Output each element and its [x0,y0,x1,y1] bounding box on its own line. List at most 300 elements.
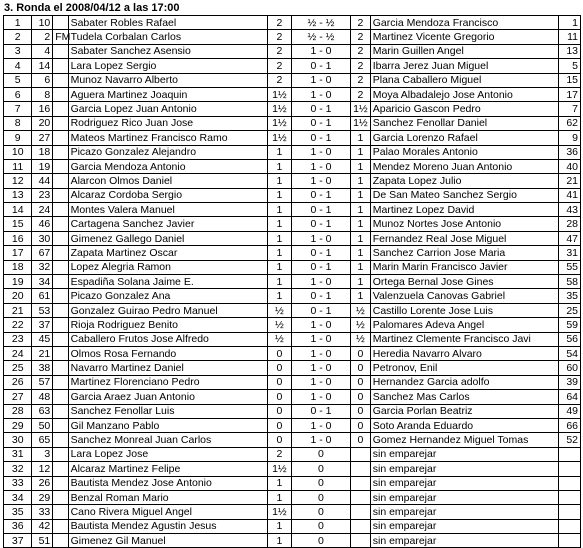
result: 0 - 1 [291,188,350,202]
result: 1 - 0 [291,44,350,58]
white-player: Lara Lopez Sergio [68,59,267,73]
white-start-number: 18 [32,145,53,159]
white-title [53,246,68,260]
white-points: 1 [267,246,291,260]
black-points: 1 [351,131,371,145]
result: 0 - 1 [291,289,350,303]
board-number: 16 [4,231,32,245]
board-number: 29 [4,418,32,432]
black-player: Valenzuela Canovas Gabriel [370,289,558,303]
white-start-number: 8 [32,87,53,101]
white-points: 1 [267,145,291,159]
table-row [4,519,581,533]
black-points: 2 [351,16,371,30]
black-start-number: 13 [559,44,581,58]
white-player: Picazo Gonzalez Alejandro [68,145,267,159]
white-start-number: 12 [32,462,53,476]
result: 0 - 1 [291,404,350,418]
white-start-number: 50 [32,418,53,432]
board-number: 25 [4,361,32,375]
black-points: 2 [351,87,371,101]
black-player: Garcia Mendoza Francisco [370,16,558,30]
black-start-number: 64 [559,390,581,404]
table-row [4,534,581,548]
black-points: 1 [351,217,371,231]
result: 1 - 0 [291,418,350,432]
black-points: 1 [351,231,371,245]
table-row [4,490,581,504]
black-player: Garcia Lorenzo Rafael [370,131,558,145]
result: 1 - 0 [291,174,350,188]
white-title [53,102,68,116]
table-row [4,303,581,317]
black-points: 1½ [351,116,371,130]
white-player: Aguera Martinez Joaquin [68,87,267,101]
white-title [53,519,68,533]
white-points: 1 [267,534,291,548]
white-player: Zapata Martinez Oscar [68,246,267,260]
black-start-number: 15 [559,73,581,87]
black-points: 2 [351,73,371,87]
black-points [351,505,371,519]
white-title [53,404,68,418]
white-player: Garcia Araez Juan Antonio [68,390,267,404]
result: 0 [291,505,350,519]
white-title: FM [53,30,68,44]
board-number: 28 [4,404,32,418]
white-title [53,159,68,173]
board-number: 11 [4,159,32,173]
black-start-number: 58 [559,275,581,289]
board-number: 7 [4,102,32,116]
white-start-number: 2 [32,30,53,44]
pairings-table [3,15,581,548]
result: 0 - 1 [291,203,350,217]
white-title [53,188,68,202]
table-row [4,30,581,44]
white-player: Martinez Florenciano Pedro [68,375,267,389]
white-points: 0 [267,404,291,418]
white-title [53,203,68,217]
black-player: sin emparejar [370,534,558,548]
white-player: Montes Valera Manuel [68,203,267,217]
table-row [4,87,581,101]
table-row [4,390,581,404]
black-points: 1 [351,246,371,260]
result: 1 - 0 [291,318,350,332]
result: 0 - 1 [291,116,350,130]
board-number: 27 [4,390,32,404]
white-points: ½ [267,303,291,317]
table-row [4,73,581,87]
board-number: 26 [4,375,32,389]
white-start-number: 24 [32,203,53,217]
black-player: Gomez Hernandez Miguel Tomas [370,433,558,447]
white-player: Mateos Martinez Francisco Ramo [68,131,267,145]
black-points: 1 [351,174,371,188]
black-player: Aparicio Gascon Pedro [370,102,558,116]
white-title [53,217,68,231]
white-start-number: 20 [32,116,53,130]
white-start-number: 57 [32,375,53,389]
white-title [53,260,68,274]
white-points: ½ [267,332,291,346]
white-start-number: 65 [32,433,53,447]
result: 0 [291,447,350,461]
table-row [4,159,581,173]
black-player: Soto Aranda Eduardo [370,418,558,432]
white-title [53,318,68,332]
black-player: Ortega Bernal Jose Gines [370,275,558,289]
white-points: 0 [267,361,291,375]
black-player: Palomares Adeva Angel [370,318,558,332]
black-start-number: 28 [559,217,581,231]
table-row [4,116,581,130]
white-title [53,174,68,188]
white-points: 2 [267,73,291,87]
black-start-number: 41 [559,188,581,202]
white-points: 1 [267,231,291,245]
black-player: Zapata Lopez Julio [370,174,558,188]
result: 0 - 1 [291,59,350,73]
black-start-number: 43 [559,203,581,217]
table-row [4,462,581,476]
white-start-number: 29 [32,490,53,504]
table-row [4,188,581,202]
white-start-number: 27 [32,131,53,145]
black-player: sin emparejar [370,462,558,476]
white-start-number: 46 [32,217,53,231]
black-points [351,447,371,461]
white-player: Navarro Martinez Daniel [68,361,267,375]
white-player: Alcaraz Martinez Felipe [68,462,267,476]
white-points: 1½ [267,462,291,476]
white-start-number: 14 [32,59,53,73]
white-player: Bautista Mendez Jose Antonio [68,476,267,490]
black-start-number: 31 [559,246,581,260]
white-start-number: 45 [32,332,53,346]
black-player: Marin Guillen Angel [370,44,558,58]
board-number: 37 [4,534,32,548]
black-points: 0 [351,418,371,432]
black-start-number: 49 [559,404,581,418]
white-title [53,332,68,346]
white-points: 2 [267,59,291,73]
white-start-number: 16 [32,102,53,116]
board-number: 4 [4,59,32,73]
white-title [53,87,68,101]
white-player: Cartagena Sanchez Javier [68,217,267,231]
black-player: Heredia Navarro Alvaro [370,346,558,360]
table-row [4,131,581,145]
white-player: Tudela Corbalan Carlos [68,30,267,44]
black-start-number: 39 [559,375,581,389]
board-number: 6 [4,87,32,101]
table-row [4,16,581,30]
table-row [4,275,581,289]
table-row [4,418,581,432]
table-row [4,174,581,188]
white-title [53,375,68,389]
black-start-number: 25 [559,303,581,317]
table-row [4,102,581,116]
black-player: Moya Albadalejo Jose Antonio [370,87,558,101]
result: 0 - 1 [291,131,350,145]
black-points [351,476,371,490]
black-start-number: 66 [559,418,581,432]
result: 0 - 1 [291,217,350,231]
white-title [53,476,68,490]
black-start-number: 47 [559,231,581,245]
white-points: 1½ [267,87,291,101]
white-player: Olmos Rosa Fernando [68,346,267,360]
black-points: ½ [351,332,371,346]
black-start-number [559,505,581,519]
result: 1 - 0 [291,433,350,447]
black-points: 0 [351,433,371,447]
table-row [4,217,581,231]
white-start-number: 10 [32,16,53,30]
white-points: 1½ [267,116,291,130]
white-start-number: 32 [32,260,53,274]
black-points: 1 [351,275,371,289]
black-player: Sanchez Carrion Jose Maria [370,246,558,260]
black-points [351,534,371,548]
white-points: 1 [267,289,291,303]
black-start-number: 55 [559,260,581,274]
white-points: 1 [267,519,291,533]
board-number: 31 [4,447,32,461]
board-number: 15 [4,217,32,231]
white-points: 1 [267,203,291,217]
white-start-number: 34 [32,275,53,289]
white-player: Cano Rivera Miguel Angel [68,505,267,519]
board-number: 17 [4,246,32,260]
white-points: 1½ [267,505,291,519]
result: 1 - 0 [291,231,350,245]
black-points: 0 [351,404,371,418]
white-points: 1 [267,217,291,231]
result: 0 [291,490,350,504]
white-player: Gonzalez Guirao Pedro Manuel [68,303,267,317]
white-start-number: 6 [32,73,53,87]
white-title [53,275,68,289]
board-number: 34 [4,490,32,504]
white-player: Sanchez Monreal Juan Carlos [68,433,267,447]
board-number: 36 [4,519,32,533]
white-start-number: 61 [32,289,53,303]
black-start-number [559,462,581,476]
white-points: 1 [267,476,291,490]
board-number: 24 [4,346,32,360]
black-player: Plana Caballero Miguel [370,73,558,87]
black-points [351,519,371,533]
result: 1 - 0 [291,361,350,375]
black-points: 2 [351,30,371,44]
white-title [53,231,68,245]
white-points: 2 [267,447,291,461]
white-player: Lara Lopez Jose [68,447,267,461]
white-start-number: 33 [32,505,53,519]
result: 0 [291,476,350,490]
white-title [53,131,68,145]
board-number: 35 [4,505,32,519]
black-player: Munoz Nortes Jose Antonio [370,217,558,231]
white-points: 2 [267,30,291,44]
table-row [4,203,581,217]
white-points: 1½ [267,131,291,145]
black-start-number: 40 [559,159,581,173]
black-start-number: 60 [559,361,581,375]
result: 1 - 0 [291,375,350,389]
table-row [4,447,581,461]
white-player: Sabater Robles Rafael [68,16,267,30]
white-title [53,447,68,461]
black-points: 1 [351,188,371,202]
black-points: 1 [351,159,371,173]
black-player: Petronov, Enil [370,361,558,375]
table-row [4,375,581,389]
white-player: Caballero Frutos Jose Alfredo [68,332,267,346]
white-title [53,289,68,303]
result: 1 - 0 [291,346,350,360]
board-number: 10 [4,145,32,159]
black-player: Sanchez Mas Carlos [370,390,558,404]
black-player: Ibarra Jerez Juan Miguel [370,59,558,73]
table-row [4,505,581,519]
white-title [53,145,68,159]
black-points: 2 [351,59,371,73]
black-points: 0 [351,390,371,404]
black-player: Castillo Lorente Jose Luis [370,303,558,317]
white-title [53,303,68,317]
table-row [4,289,581,303]
white-start-number: 53 [32,303,53,317]
white-title [53,433,68,447]
black-player: Martinez Clemente Francisco Javi [370,332,558,346]
white-title [53,361,68,375]
board-number: 20 [4,289,32,303]
black-player: Palao Morales Antonio [370,145,558,159]
result: 1 - 0 [291,87,350,101]
table-row [4,318,581,332]
result: 1 - 0 [291,145,350,159]
black-player: Fernandez Real Jose Miguel [370,231,558,245]
black-start-number: 59 [559,318,581,332]
white-player: Picazo Gonzalez Ana [68,289,267,303]
black-start-number: 11 [559,30,581,44]
white-points: 0 [267,375,291,389]
white-player: Gimenez Gil Manuel [68,534,267,548]
black-start-number: 36 [559,145,581,159]
black-player: sin emparejar [370,476,558,490]
board-number: 9 [4,131,32,145]
white-player: Rodriguez Rico Juan Jose [68,116,267,130]
white-start-number: 38 [32,361,53,375]
white-player: Garcia Mendoza Antonio [68,159,267,173]
white-title [53,462,68,476]
white-start-number: 63 [32,404,53,418]
white-start-number: 23 [32,188,53,202]
white-title [53,44,68,58]
result: ½ - ½ [291,30,350,44]
black-start-number [559,476,581,490]
table-row [4,246,581,260]
black-points: 0 [351,361,371,375]
white-start-number: 67 [32,246,53,260]
board-number: 22 [4,318,32,332]
white-player: Lopez Alegria Ramon [68,260,267,274]
white-title [53,390,68,404]
black-player: sin emparejar [370,519,558,533]
black-start-number [559,447,581,461]
board-number: 30 [4,433,32,447]
black-player: Marin Marin Francisco Javier [370,260,558,274]
board-number: 33 [4,476,32,490]
white-start-number: 3 [32,447,53,461]
white-start-number: 37 [32,318,53,332]
white-player: Sanchez Fenollar Luis [68,404,267,418]
table-row [4,260,581,274]
result: 0 - 1 [291,260,350,274]
white-player: Munoz Navarro Alberto [68,73,267,87]
board-number: 23 [4,332,32,346]
result: 0 - 1 [291,303,350,317]
white-player: Alcaraz Cordoba Sergio [68,188,267,202]
table-row [4,433,581,447]
board-number: 2 [4,30,32,44]
black-points: 0 [351,346,371,360]
black-start-number: 5 [559,59,581,73]
black-points [351,490,371,504]
white-start-number: 44 [32,174,53,188]
white-points: 0 [267,418,291,432]
white-start-number: 4 [32,44,53,58]
black-start-number [559,534,581,548]
black-points: 1 [351,260,371,274]
black-start-number: 35 [559,289,581,303]
white-start-number: 51 [32,534,53,548]
white-player: Bautista Mendez Agustin Jesus [68,519,267,533]
board-number: 32 [4,462,32,476]
black-start-number: 54 [559,346,581,360]
result: 0 [291,519,350,533]
result: 1 - 0 [291,275,350,289]
table-row [4,145,581,159]
black-points: 0 [351,375,371,389]
black-player: sin emparejar [370,490,558,504]
black-start-number [559,519,581,533]
board-number: 14 [4,203,32,217]
black-points: 2 [351,44,371,58]
white-points: 1 [267,275,291,289]
black-player: sin emparejar [370,505,558,519]
black-points: ½ [351,303,371,317]
black-start-number: 9 [559,131,581,145]
white-player: Espadiña Solana Jaime E. [68,275,267,289]
result: 1 - 0 [291,73,350,87]
black-player: Hernandez Garcia adolfo [370,375,558,389]
result: ½ - ½ [291,16,350,30]
board-number: 21 [4,303,32,317]
black-start-number: 52 [559,433,581,447]
result: 0 [291,534,350,548]
table-row [4,346,581,360]
black-start-number: 62 [559,116,581,130]
white-title [53,116,68,130]
table-row [4,332,581,346]
white-points: 0 [267,390,291,404]
